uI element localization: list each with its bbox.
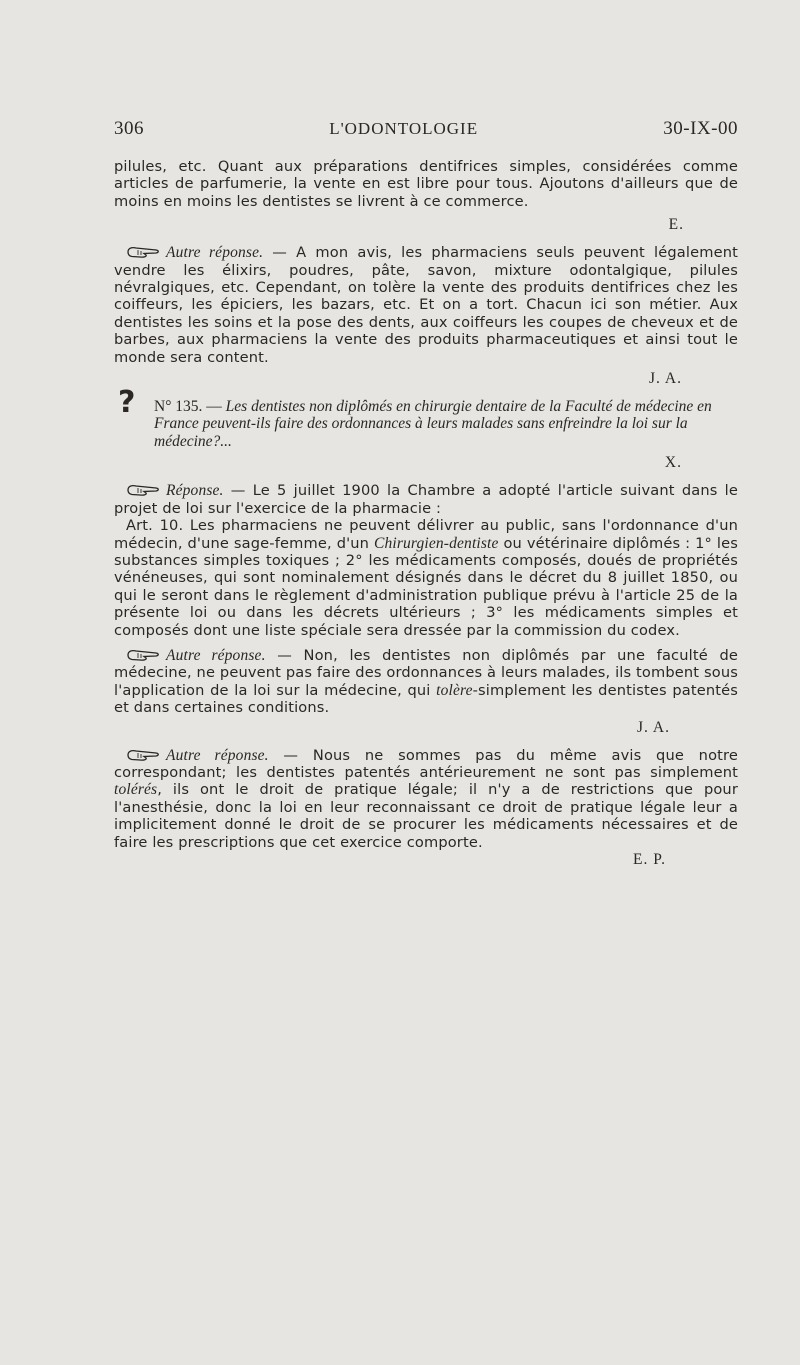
answer-paragraph <box>114 482 738 517</box>
signature-ep: E. P. <box>633 851 666 868</box>
question-block <box>114 385 738 450</box>
journal-title: L'ODONTOLOGIE <box>329 119 479 138</box>
answer-label: Autre réponse. <box>166 244 264 262</box>
signature-x: X. <box>664 454 682 472</box>
answer-text-italic: tolère <box>436 681 473 699</box>
answer-paragraph <box>114 647 738 717</box>
paragraph-continuation: pilules, etc. Quant aux préparations dentifrices simples, considérées comme articles de parfumerie, la vente en est libre pour tous. Ajoutons d'ailleurs que de moins en moins les dentistes se livrent à ce commerce. <box>114 158 738 210</box>
answer-text-a: — Non, les dentistes non diplômés par une faculté de médecine, ne peuvent pas faire des ordonnances à leurs malades, ils tombent sous l'application de la loi sur la médecine, qui <box>114 646 738 699</box>
answer-text-b: -simplement les dentistes patentés et dans certaines conditions. <box>114 681 738 717</box>
pointing-hand-icon <box>126 484 160 496</box>
answer-text-a: — Nous ne sommes pas du même avis que notre correspondant; les dentistes patentés antérieurement ne sont pas simplement <box>114 746 738 781</box>
article-text-b: ou vétérinaire diplômés : 1° les substances simples toxiques ; 2° les médicaments composés, doués de propriétés vénéneuses, qui sont nominalement désignés dans le décret du 8 juillet 1850, ou qui le seront dans le règlement d'administration publique prévu à l'article 25 de la présente loi ou dans les décrets ultérieurs ; 3° les médicaments simples et composés dont une liste spéciale sera dressée par la commission du codex. <box>114 534 738 639</box>
text-block <box>114 118 738 871</box>
question-mark-icon: ? <box>118 385 136 421</box>
article-text-italic: Chirurgien-dentiste <box>373 534 499 552</box>
article-text-a: Art. 10. Les pharmaciens ne peuvent délivrer au public, sans l'ordonnance d'un médecin, d'une sage-femme, d'un <box>114 517 738 552</box>
signature-e: E. <box>668 216 684 234</box>
pointing-hand-icon <box>126 649 160 661</box>
signature-ja: J. A. <box>637 718 670 736</box>
pointing-hand-icon <box>126 749 160 761</box>
issue-date: 30-IX-00 <box>663 118 738 139</box>
answer-text: — Le 5 juillet 1900 la Chambre a adopté l'article suivant dans le projet de loi sur l'exercice de la pharmacie : <box>114 482 738 517</box>
running-header <box>114 118 738 140</box>
answer-text: — A mon avis, les pharmaciens seuls peuvent légalement vendre les élixirs, poudres, pâte, savon, mixture odontalgique, pilules névralgiques, etc. Cependant, on tolère la vente des produits dentifrices chez les coiffeurs, les épiciers, les bazars, etc. Et on a tort. Chacun ici son métier. Aux dentistes les soins et la pose des dents, aux coiffeurs les coupes de cheveux et de barbes, aux pharmaciens la vente des produits pharmaceutiques et ainsi tout le monde sera content. <box>114 244 738 366</box>
answer-paragraph <box>114 244 738 366</box>
signature-ja: J. A. <box>649 370 682 388</box>
answer-label: Réponse. <box>166 482 224 500</box>
answer-label: Autre réponse. <box>166 746 269 764</box>
pointing-hand-icon <box>126 246 160 258</box>
answer-text-italic: tolérés <box>114 781 158 799</box>
answer-label: Autre réponse. <box>166 646 266 664</box>
answer-text-b: , ils ont le droit de pratique légale; il n'y a de restrictions que pour l'anesthésie, donc la loi en leur reconnaissant ce droit de pratique légale leur a implicitement donné le droit de se procurer les médicaments nécessaires et de faire les prescriptions que cet exercice comporte. <box>114 781 738 851</box>
question-number: N° 135. — <box>154 398 226 416</box>
page-number: 306 <box>114 118 144 139</box>
answer-paragraph <box>114 747 738 851</box>
article-paragraph <box>114 517 738 639</box>
question-text: Les dentistes non diplômés en chirurgie dentaire de la Faculté de médecine en France peuvent-ils faire des ordonnances à leurs malades sans enfreindre la loi sur la médecine?... <box>154 398 712 450</box>
